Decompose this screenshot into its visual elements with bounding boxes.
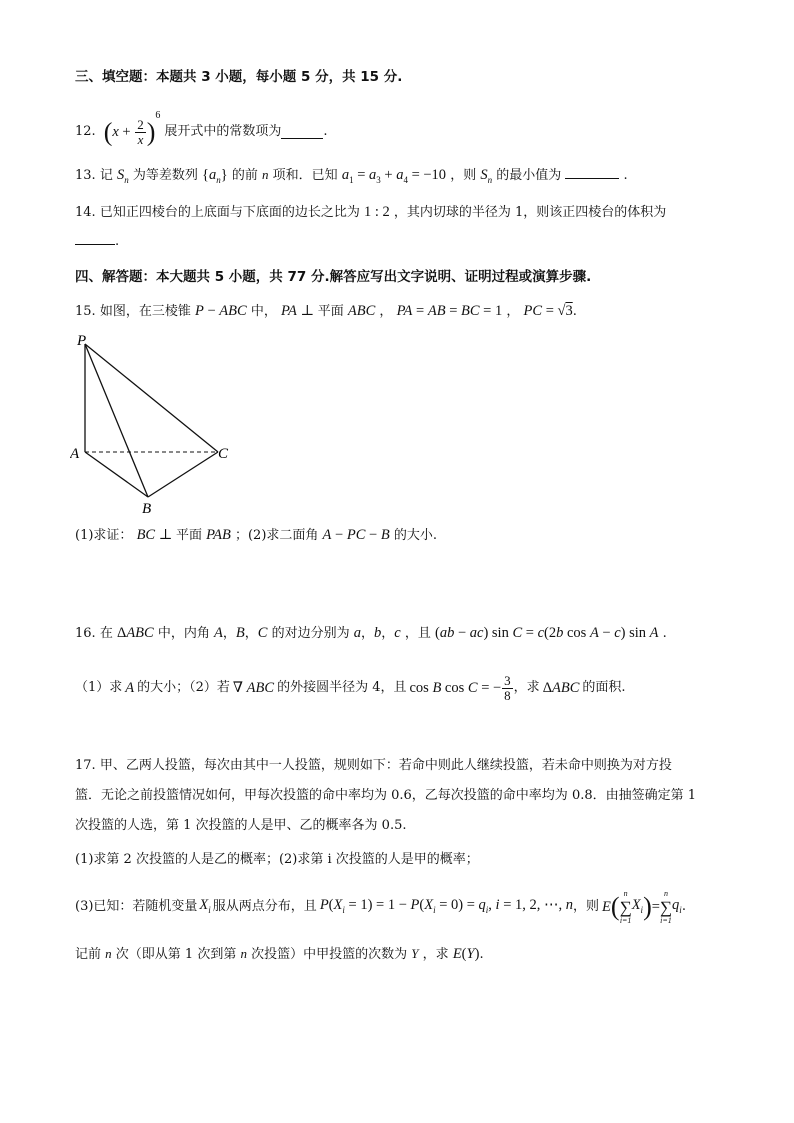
q16-sub-2-text-3: ，求 bbox=[513, 680, 540, 695]
q13-text-5: ，则 bbox=[450, 168, 477, 183]
q16-sub-2-text: 的大小；（2）若 bbox=[137, 680, 230, 695]
q17-text-6c: 次投篮）中甲投篮的次数为 bbox=[251, 947, 408, 962]
question-12 bbox=[75, 112, 328, 152]
q16-sub-1-text: （1）求 bbox=[75, 680, 123, 695]
q16-end: . bbox=[662, 626, 667, 641]
q16-sub-2-text-4: 的面积. bbox=[582, 680, 626, 695]
q13-text-3: 的前 bbox=[231, 168, 258, 183]
q13-number: 13. bbox=[75, 168, 96, 183]
q17-number: 17. bbox=[75, 758, 96, 773]
q15-sub-1-text: (1)求证： bbox=[75, 528, 133, 543]
q14-answer-blank[interactable] bbox=[75, 232, 115, 245]
q13-answer-blank[interactable] bbox=[565, 166, 619, 179]
question-16: 16. 在 ΔABC 中，内角 A，B，C 的对边分别为 a，b，c ，且 (ab − ac) sin C = c(2b cos A − c) sin A . bbox=[75, 625, 667, 641]
q16-sub-2-text-2: 的外接圆半径为 4，且 bbox=[277, 680, 407, 695]
q12-end: . bbox=[323, 124, 328, 139]
vertex-label-B: B bbox=[142, 501, 152, 517]
section-4-title: 四、解答题：本大题共 5 小题，共 77 分.解答应写出文字说明、证明过程或演算步骤. bbox=[75, 269, 592, 285]
q16-text-1: 在 bbox=[99, 626, 113, 641]
q13-text-6: 的最小值为 bbox=[496, 168, 562, 183]
q15-sub-2-text-2: 的大小. bbox=[393, 528, 437, 543]
q13-end: . bbox=[623, 168, 628, 183]
q15-text-2: 中， bbox=[250, 304, 277, 319]
q15-sub-1-text-2: 平面 bbox=[175, 528, 202, 543]
q16-text-3: 的对边分别为 bbox=[271, 626, 350, 641]
q12-text: 展开式中的常数项为 bbox=[164, 124, 282, 139]
q15-text-1: 如图，在三棱锥 bbox=[99, 304, 191, 319]
q17-text-6d: ，求 bbox=[422, 947, 449, 962]
q17-text-5c: ，则 bbox=[573, 899, 600, 914]
question-16-subquestions: （1）求 A 的大小；（2）若 ∇ ABC 的外接圆半径为 4，且 cos B cos C = − $\frac{3}{8}$ ，求 ΔABC 的面积. bbox=[75, 672, 626, 703]
question-17-line-4: (1)求第 2 次投篮的人是乙的概率；(2)求第 i 次投篮的人是甲的概率； bbox=[75, 852, 479, 867]
tetrahedron-figure bbox=[70, 330, 240, 524]
q14-text-2: ，其内切球的半径为 1，则该正四棱台的体积为 bbox=[393, 205, 667, 220]
q17-text-6b: 次（即从第 1 次到第 bbox=[115, 947, 237, 962]
vertex-label-P: P bbox=[77, 333, 87, 349]
q12-number: 12. bbox=[75, 124, 96, 139]
question-17-line-5: (3)已知：若随机变量 $X_i$ 服从两点分布，且 $P(X_i = 1) = 1 - P(X_i = 0) = q_i$, i = 1, 2, ⋯, n ，则 E ( n ∑ i=1 $X_i$ ) = n ∑ i=1 $q_i$ . bbox=[75, 888, 686, 925]
question-17-line-2: 篮．无论之前投篮情况如何，甲每次投篮的命中率均为 0.6，乙每次投篮的命中率均为 0.8．由抽签确定第 1 bbox=[75, 788, 697, 803]
question-14-blank-line bbox=[75, 232, 119, 251]
vertex-label-A: A bbox=[70, 446, 80, 462]
q13-text-2: 为等差数列 bbox=[132, 168, 198, 183]
q17-text-1: 甲、乙两人投篮，每次由其中一人投篮，规则如下：若命中则此人继续投篮，若未命中则换为对方投 bbox=[99, 758, 672, 773]
q17-text-5b: 服从两点分布，且 bbox=[212, 899, 317, 914]
q14-text-1: 已知正四棱台的上底面与下底面的边长之比为 bbox=[99, 205, 360, 220]
q16-text-4: ，且 bbox=[404, 626, 431, 641]
q17-text-6a: 记前 bbox=[75, 947, 102, 962]
q12-expression: (x + $\frac{2}{x}$ )$^6$ bbox=[103, 110, 161, 147]
q15-number: 15. bbox=[75, 304, 96, 319]
q13-text-4: 项和．已知 bbox=[272, 168, 338, 183]
q13-condition: $a_1 = a_3 + a_4 = -10$ bbox=[341, 167, 447, 185]
q14-ratio: 1 : 2 bbox=[363, 204, 390, 220]
q15-text-4: ， bbox=[379, 304, 393, 319]
q15-text-3: 平面 bbox=[317, 304, 344, 319]
q15-text-5: ， bbox=[506, 304, 520, 319]
q14-number: 14. bbox=[75, 205, 96, 220]
q12-answer-blank[interactable] bbox=[281, 126, 323, 139]
q17-distribution-formula: $P(X_i = 1) = 1 - P(X_i = 0) = q_i$, i = 1, 2, ⋯, n bbox=[319, 896, 574, 915]
q14-end: . bbox=[115, 234, 120, 249]
q16-number: 16. bbox=[75, 626, 96, 641]
question-15-subquestions: (1)求证： BC ⊥ 平面 PAB ；(2)求二面角 A − PC − B 的大小. bbox=[75, 527, 437, 543]
q15-sub-2-text: ；(2)求二面角 bbox=[234, 528, 319, 543]
question-14 bbox=[75, 203, 666, 222]
q17-text-5a: (3)已知：若随机变量 bbox=[75, 899, 198, 914]
question-17-line-1 bbox=[75, 757, 672, 775]
vertex-label-C: C bbox=[218, 446, 229, 462]
q13-text-1: 记 bbox=[99, 168, 113, 183]
tetrahedron-diagram bbox=[70, 330, 240, 520]
q16-text-2: 中，内角 bbox=[157, 626, 210, 641]
question-13: 13. 记 $S_n$ 为等差数列 $\{a_n\}$ 的前 n 项和．已知 $a_1 = a_3 + a_4 = -10$ ，则 $S_n$ 的最小值为 . bbox=[75, 167, 628, 185]
question-15: 15. 如图，在三棱锥 P − ABC 中， PA ⊥ 平面 ABC ， PA = AB = BC = 1 ， PC = √3. bbox=[75, 303, 577, 319]
question-17-line-6: 记前 n 次（即从第 1 次到第 n 次投篮）中甲投篮的次数为 Y ，求 E(Y). bbox=[75, 946, 484, 962]
q16-equation: (ab − ac) sin C = c(2b cos A − c) sin A bbox=[434, 625, 659, 641]
section-3-title: 三、填空题：本题共 3 小题，每小题 5 分，共 15 分. bbox=[75, 69, 403, 85]
question-17-line-3: 次投篮的人选，第 1 次投篮的人是甲、乙的概率各为 0.5. bbox=[75, 818, 407, 833]
